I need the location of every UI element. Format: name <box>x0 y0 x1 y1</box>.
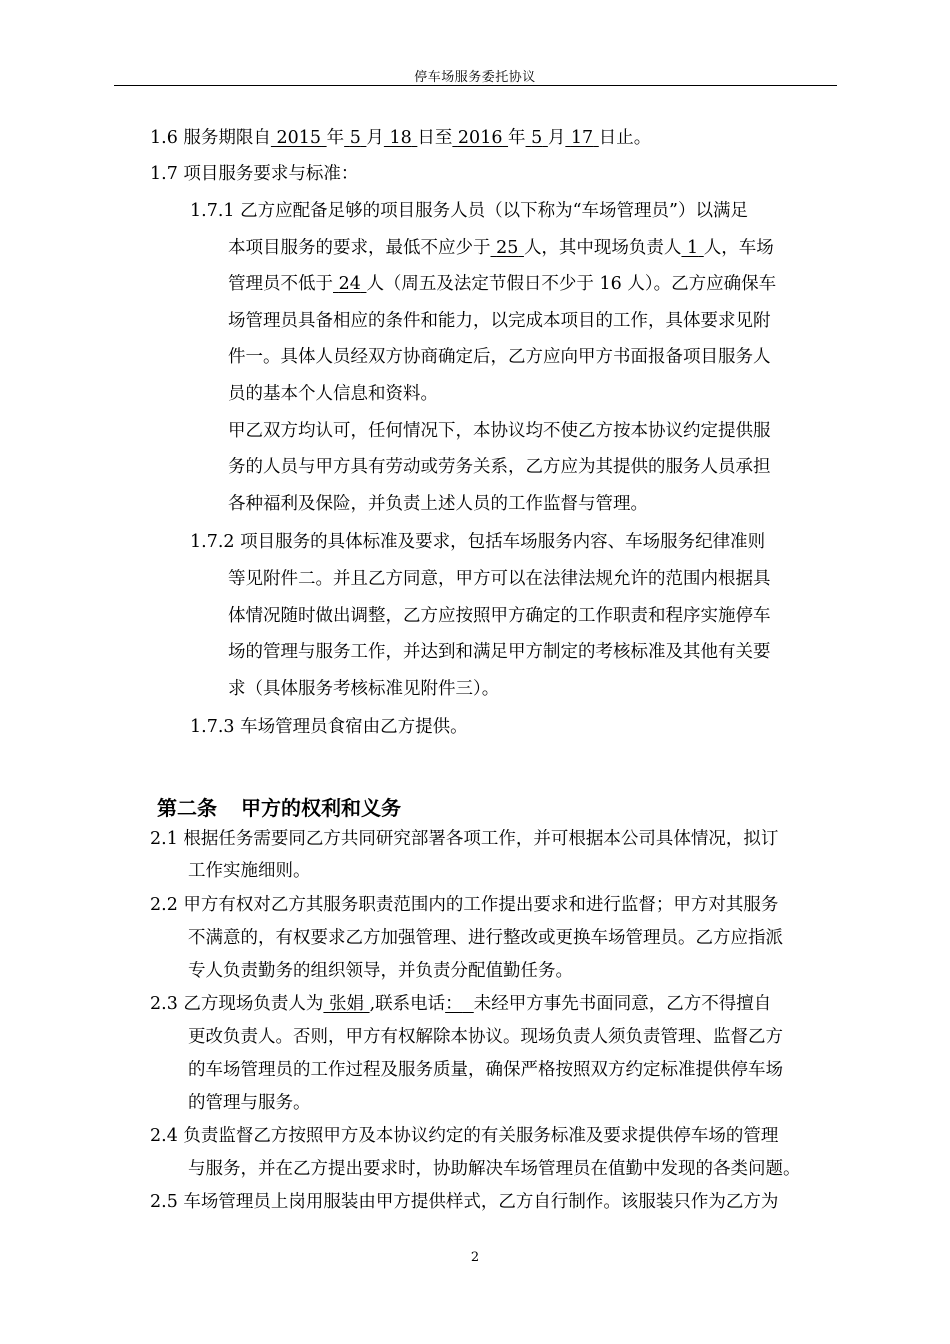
clause-1-7-1-line: 甲乙双方均认可，任何情况下，本协议均不使乙方按本协议约定提供服 <box>228 421 771 441</box>
clause-2-4-line: 与服务，并在乙方提出要求时，协助解决车场管理员在值勤中发现的各类问题。 <box>188 1159 801 1179</box>
page-number: 2 <box>470 1250 480 1265</box>
clause-text: 日止。 <box>598 128 652 148</box>
clause-1-7-2-line: 等见附件二。并且乙方同意，甲方可以在法律法规允许的范围内根据具 <box>228 569 771 589</box>
article-heading <box>157 792 401 821</box>
clause-text: 1.6 服务期限自 <box>150 128 271 148</box>
clause-1-7-1-line: 1.7.1 乙方应配备足够的项目服务人员（以下称为“车场管理员”）以满足 <box>190 201 748 221</box>
clause-1-6 <box>150 127 651 149</box>
start-day: 18 <box>389 128 412 148</box>
clause-2-3-line: 的车场管理员的工作过程及服务质量，确保严格按照双方约定标准提供停车场 <box>188 1060 783 1080</box>
clause-2-1-line: 2.1 根据任务需要同乙方共同研究部署各项工作，并可根据本公司具体情况，拟订 <box>150 829 779 849</box>
clause-2-4-line: 2.4 负责监督乙方按照甲方及本协议约定的有关服务标准及要求提供停车场的管理 <box>150 1126 779 1146</box>
clause-2-2-line: 不满意的，有权要求乙方加强管理、进行整改或更换车场管理员。乙方应指派 <box>188 928 783 948</box>
page-header-title: 停车场服务委托协议 <box>414 70 536 85</box>
clause-2-1-line: 工作实施细则。 <box>188 861 311 881</box>
clause-2-2-line: 2.2 甲方有权对乙方其服务职责范围内的工作提出要求和进行监督；甲方对其服务 <box>150 895 779 915</box>
clause-text: 月 <box>547 128 566 148</box>
clause-1-7-1-line: 管理员不低于 24 人（周五及法定节假日不少于 16 人）。乙方应确保车 <box>228 274 777 294</box>
clause-1-7-1-line: 员的基本个人信息和资料。 <box>228 384 438 404</box>
clause-1-7-1-line: 各种福利及保险，并负责上述人员的工作监督与管理。 <box>228 494 648 514</box>
clause-1-7-2-line: 体情况随时做出调整，乙方应按照甲方确定的工作职责和程序实施停车 <box>228 606 771 626</box>
site-lead-name: 张娟 <box>328 994 364 1014</box>
header-rule <box>114 85 837 86</box>
clause-1-7-1-line: 务的人员与甲方具有劳动或劳务关系，乙方应为其提供的服务人员承担 <box>228 457 771 477</box>
clause-1-7-1-line: 场管理员具备相应的条件和能力，以完成本项目的工作，具体要求见附 <box>228 311 771 331</box>
clause-1-7-1-line: 本项目服务的要求，最低不应少于 25 人，其中现场负责人 1 人，车场 <box>228 238 774 258</box>
clause-1-7-1-line: 件一。具体人员经双方协商确定后，乙方应向甲方书面报备项目服务人 <box>228 347 771 367</box>
end-day: 17 <box>570 128 594 148</box>
clause-text: 年 <box>326 128 345 148</box>
clause-2-5-line: 2.5 车场管理员上岗用服装由甲方提供样式，乙方自行制作。该服装只作为乙方为 <box>150 1192 779 1212</box>
article-number: 第二条 <box>157 796 217 820</box>
clause-2-3-line: 2.3 乙方现场负责人为 张娟 ,联系电话： 未经甲方事先书面同意，乙方不得擅自 <box>150 994 772 1014</box>
clause-text: 年 <box>508 128 526 148</box>
clause-1-7-2-line: 1.7.2 项目服务的具体标准及要求，包括车场服务内容、车场服务纪律准则 <box>190 532 766 552</box>
article-title: 甲方的权利和义务 <box>241 796 401 820</box>
clause-text: 月 <box>366 128 384 148</box>
clause-1-7-3: 1.7.3 车场管理员食宿由乙方提供。 <box>190 717 468 737</box>
clause-1-7-2-line: 求（具体服务考核标准见附件三）。 <box>228 679 500 699</box>
end-year: 2016 <box>457 128 503 148</box>
clause-1-7-2-line: 场的管理与服务工作，并达到和满足甲方制定的考核标准及其他有关要 <box>228 642 771 662</box>
start-month: 5 <box>349 128 361 148</box>
clause-2-3-line: 更改负责人。否则，甲方有权解除本协议。现场负责人须负责管理、监督乙方 <box>188 1027 783 1047</box>
phone-number: ： <box>445 994 463 1014</box>
start-year: 2015 <box>276 128 322 148</box>
clause-1-7: 1.7 项目服务要求与标准： <box>150 164 359 184</box>
clause-text: 日至 <box>417 128 453 148</box>
total-staff: 25 <box>496 238 519 258</box>
attendants-count: 24 <box>338 274 361 294</box>
end-month: 5 <box>531 128 543 148</box>
clause-2-2-line: 专人负责勤务的组织领导，并负责分配值勤任务。 <box>188 961 573 981</box>
site-leads: 1 <box>687 238 699 258</box>
clause-2-3-line: 的管理与服务。 <box>188 1093 311 1113</box>
